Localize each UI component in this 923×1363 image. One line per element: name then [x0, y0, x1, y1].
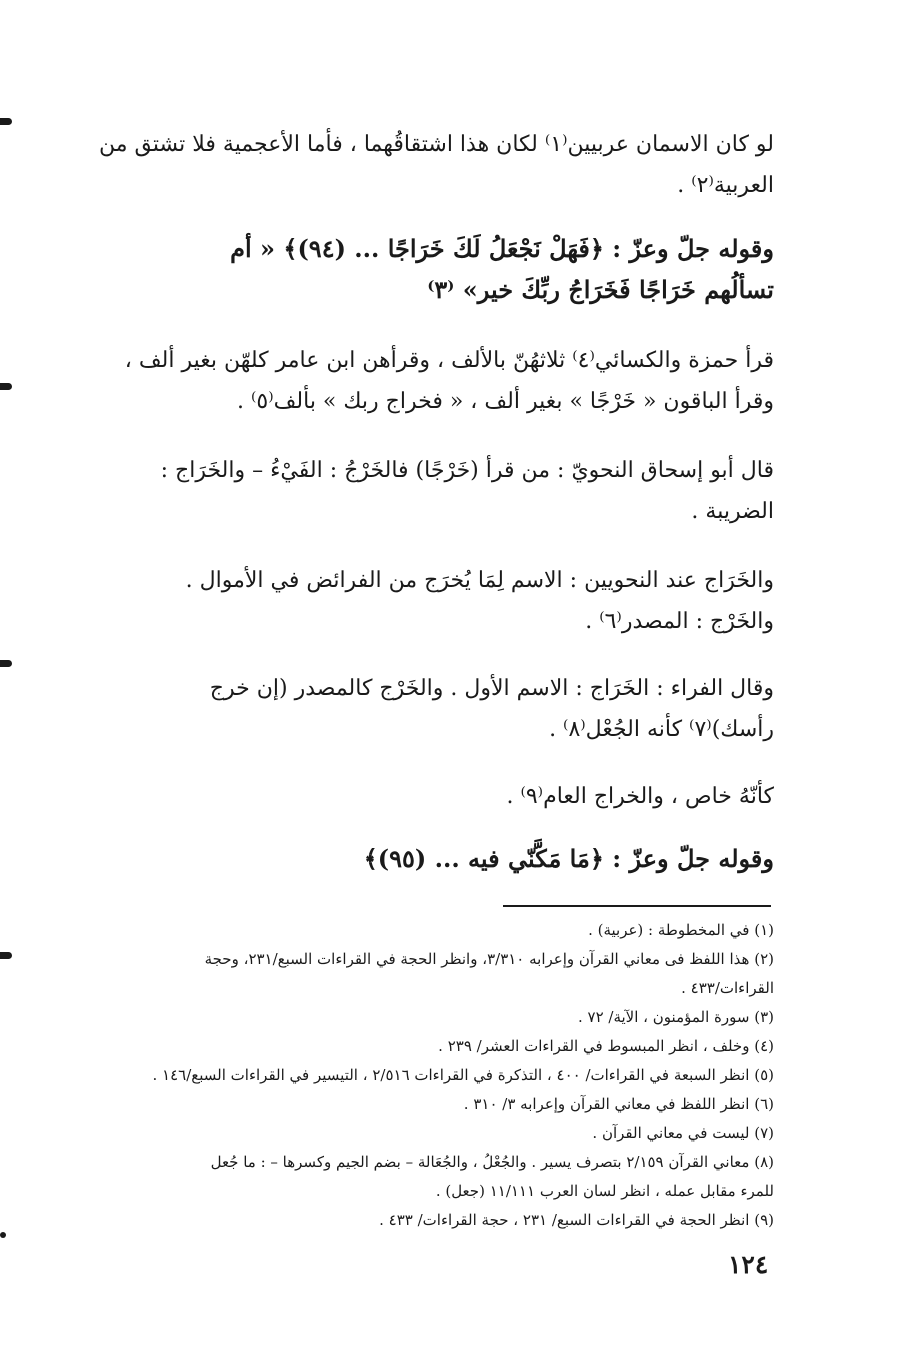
- paragraph: [68, 560, 774, 642]
- footnote: (٢) هذا اللفظ فى معاني القرآن وإعرابه ٣/٣١٠، وانظر الحجة في القراءات السبع/٢٣١، وحجة: [204, 950, 774, 968]
- text-line: العربية⁽٢⁾ .: [677, 173, 774, 198]
- margin-mark: [0, 660, 12, 667]
- text-line: لو كان الاسمان عربيين⁽١⁾ لكان هذا اشتقاقُهما ، فأما الأعجمية فلا تشتق من: [99, 132, 774, 157]
- footnote: (٥) انظر السبعة في القراءات/ ٤٠٠ ، التذكرة في القراءات ٢/٥١٦ ، التيسير في القراءات السبع/١٤٦ .: [152, 1066, 774, 1084]
- margin-mark: [0, 118, 12, 125]
- paragraph: [68, 340, 774, 422]
- text-line: كأنّهُ خاص ، والخراج العام⁽٩⁾ .: [506, 784, 774, 809]
- text-line: الضريبة .: [691, 499, 774, 524]
- text-line: وقال الفراء : الخَرَاج : الاسم الأول . والخَرْج كالمصدر (إن خرج: [209, 676, 774, 701]
- text-line: قال أبو إسحاق النحويّ : من قرأ (خَرْجًا) فالخَرْجُ : الفَيْءُ – والخَرَاج :: [160, 458, 774, 483]
- margin-mark: [0, 383, 12, 390]
- footnote-divider: [503, 905, 771, 907]
- footnote: (٨) معاني القرآن ٢/١٥٩ بتصرف يسير . والجُعْلُ ، والجُعَالة – بضم الجيم وكسرها – : ما جُعل: [210, 1153, 774, 1171]
- footnote: (٣) سورة المؤمنون ، الآية/ ٧٢ .: [577, 1008, 774, 1026]
- text-line: وقوله جلّ وعزّ : ﴿فَهَلْ نَجْعَلُ لَكَ خَرَاجًا ... (٩٤)﴾ « أم: [230, 234, 774, 263]
- text-line: رأسك)⁽٧⁾ كأنه الجُعْل⁽٨⁾ .: [549, 717, 774, 742]
- footnote: (٦) انظر اللفظ في معاني القرآن وإعرابه ٣/ ٣١٠ .: [463, 1095, 774, 1113]
- text-line: وقوله جلّ وعزّ : ﴿مَا مَكَّنّي فيه ... (٩٥)﴾: [363, 844, 774, 873]
- footnote: (٤) وخلف ، انظر المبسوط في القراءات العشر/ ٢٣٩ .: [438, 1037, 774, 1055]
- paragraph: [68, 668, 774, 750]
- footnotes: [66, 916, 774, 1235]
- text-line: والخَرَاج عند النحويين : الاسم لِمَا يُخرَج من الفرائض في الأموال .: [185, 568, 774, 593]
- margin-mark: [0, 952, 12, 959]
- footnote: (٩) انظر الحجة في القراءات السبع/ ٢٣١ ، حجة القراءات/ ٤٣٣ .: [379, 1211, 774, 1229]
- footnote: (١) في المخطوطة : (عربية) .: [588, 921, 774, 939]
- verse-heading: [68, 228, 774, 310]
- footnote: للمرء مقابل عمله ، انظر لسان العرب ١١/١١١ (جعل) .: [435, 1182, 774, 1200]
- paragraph: [68, 450, 774, 532]
- text-line: وقرأ الباقون « خَرْجًا » بغير ألف ، « فخراج ربك » بألف⁽٥⁾ .: [237, 389, 774, 414]
- page-number: ١٢٤: [728, 1250, 769, 1279]
- text-line: قرأ حمزة والكسائي⁽٤⁾ ثلاثهُنّ بالألف ، وقرأهن ابن عامر كلهّن بغير ألف ،: [124, 348, 774, 373]
- margin-mark: [0, 1232, 6, 1238]
- paragraph: [68, 776, 774, 817]
- text-line: تسألُهم خَرَاجًا فَخَرَاجُ ربِّكَ خير» ⁽٣⁾: [427, 275, 774, 304]
- footnote: (٧) ليست في معاني القرآن .: [592, 1124, 774, 1142]
- text-line: والخَرْج : المصدر⁽٦⁾ .: [585, 609, 774, 634]
- verse-heading: [68, 838, 774, 879]
- paragraph: [68, 124, 774, 206]
- footnote: القراءات/٤٣٣ .: [681, 979, 774, 997]
